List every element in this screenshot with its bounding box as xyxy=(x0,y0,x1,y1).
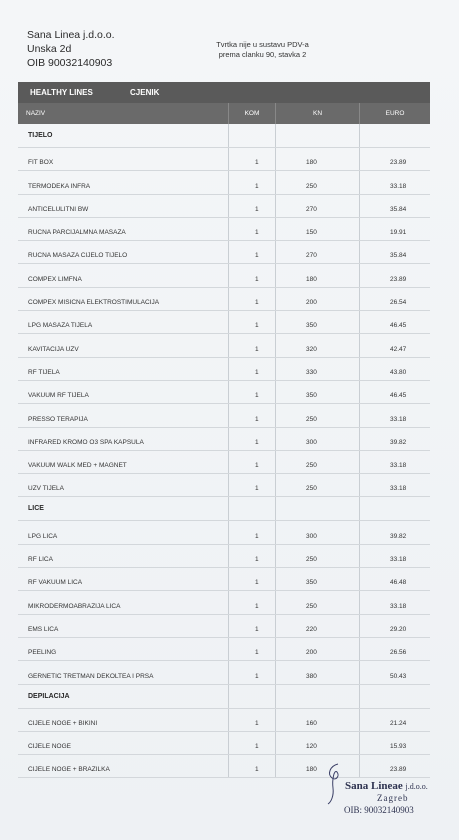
item-name: PRESSO TERAPIJA xyxy=(18,404,229,426)
item-price-kn: 350 xyxy=(276,568,360,590)
item-name: VAKUUM RF TIJELA xyxy=(18,381,229,403)
item-name: RF LICA xyxy=(18,545,229,567)
table-row xyxy=(18,545,430,568)
item-name: GERNETIC TRETMAN DEKOLTEA I PRSA xyxy=(18,661,229,683)
item-qty: 1 xyxy=(229,615,276,637)
item-qty: 1 xyxy=(229,171,276,193)
table-row xyxy=(18,288,430,311)
header-qty: KOM xyxy=(229,103,276,124)
item-name: COMPEX LIMFNA xyxy=(18,264,229,286)
table-row xyxy=(18,591,430,614)
item-name: ANTICELULITNI BW xyxy=(18,195,229,217)
item-price-kn: 270 xyxy=(276,195,360,217)
item-price-euro: 23.89 xyxy=(390,766,407,774)
section-row xyxy=(18,124,430,148)
stamp-name: Sana Lineae xyxy=(345,780,403,792)
item-price-euro: 50.43 xyxy=(390,672,407,680)
table-row xyxy=(18,241,430,264)
item-price-euro: 33.18 xyxy=(390,602,407,610)
item-qty: 1 xyxy=(229,638,276,660)
price-list-table xyxy=(18,82,430,778)
stamp-company-name xyxy=(345,780,428,792)
item-qty: 1 xyxy=(229,381,276,403)
section-name: TIJELO xyxy=(18,124,229,147)
item-qty: 1 xyxy=(229,661,276,683)
table-row xyxy=(18,638,430,661)
item-name: RUCNA PARCIJALMNA MASAZA xyxy=(18,218,229,240)
item-name: RUCNA MASAZA CIJELO TIJELO xyxy=(18,241,229,263)
item-name: KAVITACIJA UZV xyxy=(18,334,229,356)
table-body xyxy=(18,124,430,778)
company-stamp xyxy=(322,760,457,820)
item-price-euro: 46.48 xyxy=(390,579,407,587)
item-price-kn: 270 xyxy=(276,241,360,263)
section-empty-cell xyxy=(360,124,430,147)
item-qty: 1 xyxy=(229,732,276,754)
item-name: EMS LICA xyxy=(18,615,229,637)
item-name: CIJELE NOGE + BRAZILKA xyxy=(18,755,229,777)
item-price-kn: 150 xyxy=(276,218,360,240)
price-list-title: CJENIK xyxy=(130,88,160,97)
table-row xyxy=(18,148,430,171)
item-price-euro: 39.82 xyxy=(390,532,407,540)
item-price-euro: 26.54 xyxy=(390,299,407,307)
item-name: RF TIJELA xyxy=(18,358,229,380)
item-qty: 1 xyxy=(229,404,276,426)
section-empty-cell xyxy=(229,685,276,708)
table-row xyxy=(18,732,430,755)
item-name: FIT BOX xyxy=(18,148,229,170)
item-price-kn: 200 xyxy=(276,288,360,310)
table-row xyxy=(18,171,430,194)
section-name: DEPILACIJA xyxy=(18,685,229,708)
item-price-kn: 330 xyxy=(276,358,360,380)
item-qty: 1 xyxy=(229,241,276,263)
item-price-euro: 23.89 xyxy=(390,275,407,283)
item-price-kn: 160 xyxy=(276,709,360,731)
item-qty: 1 xyxy=(229,218,276,240)
item-name: RF VAKUUM LICA xyxy=(18,568,229,590)
item-qty: 1 xyxy=(229,591,276,613)
stamp-suffix: j.d.o.o. xyxy=(405,782,428,791)
item-price-euro: 42.47 xyxy=(390,345,407,353)
header-kn: KN xyxy=(276,103,360,124)
section-empty-cell xyxy=(229,497,276,520)
header-euro: EURO xyxy=(385,110,405,117)
item-qty: 1 xyxy=(229,264,276,286)
company-oib: OIB 90032140903 xyxy=(27,57,113,69)
header-name: NAZIV xyxy=(18,103,229,124)
section-empty-cell xyxy=(276,685,360,708)
item-qty: 1 xyxy=(229,451,276,473)
company-header xyxy=(27,28,115,70)
item-name: TERMODEKA INFRA xyxy=(18,171,229,193)
item-qty: 1 xyxy=(229,334,276,356)
item-qty: 1 xyxy=(229,195,276,217)
item-price-euro: 33.18 xyxy=(390,462,407,470)
item-price-kn: 120 xyxy=(276,732,360,754)
item-price-kn: 220 xyxy=(276,615,360,637)
table-row xyxy=(18,474,430,497)
item-qty: 1 xyxy=(229,545,276,567)
item-qty: 1 xyxy=(229,755,276,777)
vat-note-line1: Tvrtka nije u sustavu PDV-a xyxy=(216,40,309,49)
item-price-kn: 250 xyxy=(276,404,360,426)
item-qty: 1 xyxy=(229,311,276,333)
vat-note-line2: prema clanku 90, stavka 2 xyxy=(218,50,307,59)
item-name: LPG MASAZA TIJELA xyxy=(18,311,229,333)
item-price-euro: 35.84 xyxy=(390,252,407,260)
table-row xyxy=(18,334,430,357)
item-price-euro: 35.84 xyxy=(390,205,407,213)
item-name: INFRARED KROMO O3 SPA KAPSULA xyxy=(18,428,229,450)
section-name: LICE xyxy=(18,497,229,520)
item-price-euro: 33.18 xyxy=(390,415,407,423)
table-row xyxy=(18,195,430,218)
item-qty: 1 xyxy=(229,709,276,731)
section-empty-cell xyxy=(360,497,430,520)
item-price-kn: 320 xyxy=(276,334,360,356)
item-price-kn: 300 xyxy=(276,521,360,543)
item-price-kn: 250 xyxy=(276,474,360,496)
company-address: Unska 2d xyxy=(27,43,72,55)
item-qty: 1 xyxy=(229,568,276,590)
item-price-kn: 350 xyxy=(276,381,360,403)
section-empty-cell xyxy=(229,124,276,147)
item-price-kn: 200 xyxy=(276,638,360,660)
item-price-euro: 43.80 xyxy=(390,368,407,376)
table-row xyxy=(18,358,430,381)
table-row xyxy=(18,404,430,427)
item-price-euro: 33.18 xyxy=(390,182,407,190)
item-price-euro: 19.91 xyxy=(390,229,407,237)
item-price-euro: 46.45 xyxy=(390,322,407,330)
item-price-euro: 33.18 xyxy=(390,485,407,493)
item-qty: 1 xyxy=(229,428,276,450)
item-name: LPG LICA xyxy=(18,521,229,543)
item-qty: 1 xyxy=(229,358,276,380)
item-qty: 1 xyxy=(229,474,276,496)
stamp-oib: OIB: 90032140903 xyxy=(344,805,414,815)
item-qty: 1 xyxy=(229,521,276,543)
item-price-euro: 39.82 xyxy=(390,438,407,446)
section-row xyxy=(18,685,430,709)
item-price-kn: 180 xyxy=(276,264,360,286)
table-row xyxy=(18,661,430,684)
section-empty-cell xyxy=(360,685,430,708)
section-empty-cell xyxy=(276,124,360,147)
item-price-kn: 250 xyxy=(276,451,360,473)
vat-note xyxy=(190,40,335,60)
table-row xyxy=(18,381,430,404)
item-price-kn: 350 xyxy=(276,311,360,333)
item-qty: 1 xyxy=(229,288,276,310)
item-name: VAKUUM WALK MED + MAGNET xyxy=(18,451,229,473)
table-row xyxy=(18,451,430,474)
item-price-kn: 250 xyxy=(276,171,360,193)
item-price-euro: 29.20 xyxy=(390,625,407,633)
item-qty: 1 xyxy=(229,148,276,170)
brand-label: HEALTHY LINES xyxy=(30,88,93,97)
table-row xyxy=(18,521,430,544)
item-name: MIKRODERMOABRAZIJA LICA xyxy=(18,591,229,613)
table-row xyxy=(18,615,430,638)
table-header-row xyxy=(18,103,430,124)
item-name: CIJELE NOGE + BIKINI xyxy=(18,709,229,731)
table-row xyxy=(18,218,430,241)
section-row xyxy=(18,497,430,521)
signature-mark xyxy=(324,760,346,806)
item-name: COMPEX MISICNA ELEKTROSTIMULACIJA xyxy=(18,288,229,310)
item-price-kn: 300 xyxy=(276,428,360,450)
table-row xyxy=(18,428,430,451)
item-price-kn: 380 xyxy=(276,661,360,683)
stamp-city: Zagreb xyxy=(377,793,409,803)
item-name: CIJELE NOGE xyxy=(18,732,229,754)
item-price-euro: 23.89 xyxy=(390,159,407,167)
item-price-kn: 180 xyxy=(276,148,360,170)
table-row xyxy=(18,264,430,287)
table-row xyxy=(18,568,430,591)
item-name: UZV TIJELA xyxy=(18,474,229,496)
item-name: PEELING xyxy=(18,638,229,660)
item-price-euro: 46.45 xyxy=(390,392,407,400)
item-price-kn: 250 xyxy=(276,591,360,613)
table-title-band xyxy=(18,82,430,103)
item-price-kn: 250 xyxy=(276,545,360,567)
table-row xyxy=(18,709,430,732)
section-empty-cell xyxy=(276,497,360,520)
table-row xyxy=(18,311,430,334)
item-price-euro: 21.24 xyxy=(390,719,407,727)
item-price-euro: 26.56 xyxy=(390,649,407,657)
item-price-euro: 15.93 xyxy=(390,743,407,751)
company-name: Sana Linea j.d.o.o. xyxy=(27,29,115,41)
item-price-euro: 33.18 xyxy=(390,556,407,564)
item-price-kn: 180 xyxy=(276,755,360,777)
